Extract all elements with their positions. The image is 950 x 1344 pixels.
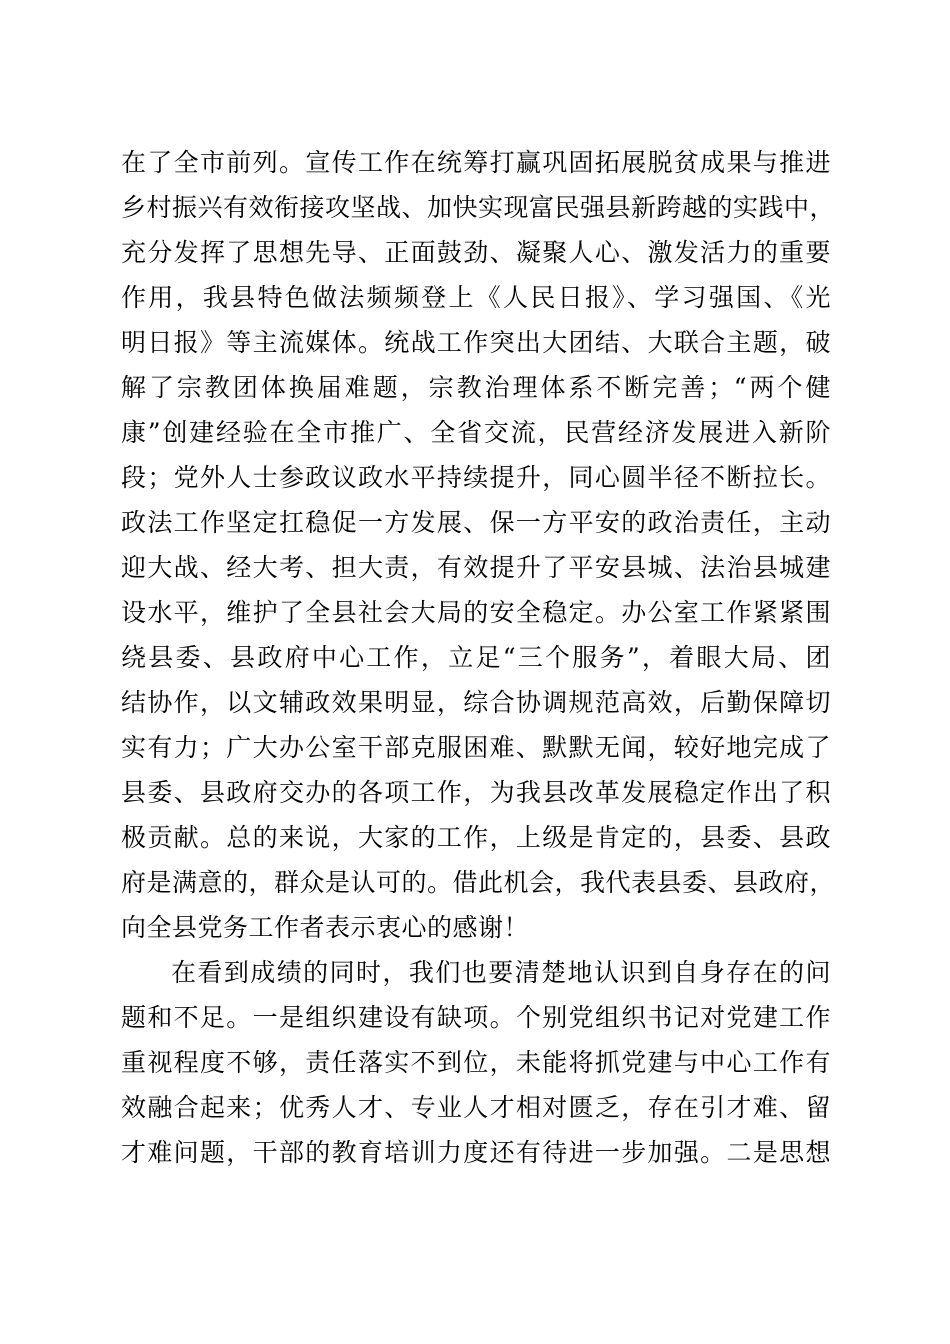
paragraph-problems <box>121 950 831 1175</box>
text-line: 题和不足。一是组织建设有缺项。个别党组织书记对党建工作 <box>121 1003 831 1032</box>
text-line: 乡村振兴有效衔接攻坚战、加快实现富民强县新跨越的实践中， <box>121 193 836 222</box>
text-line: 段；党外人士参政议政水平持续提升，同心圆半径不断拉长。 <box>121 463 831 492</box>
text-line: 府是满意的，群众是认可的。借此机会，我代表县委、县政府， <box>121 868 836 897</box>
text-line: 明日报》等主流媒体。统战工作突出大团结、大联合主题，破 <box>121 328 831 357</box>
text-line: 实有力；广大办公室干部克服困难、默默无闻，较好地完成了 <box>121 733 831 762</box>
text-line: 绕县委、县政府中心工作，立足“三个服务”，着眼大局、团 <box>121 643 831 672</box>
text-line: 极贡献。总的来说，大家的工作，上级是肯定的，县委、县政 <box>121 823 831 852</box>
text-line: 在了全市前列。宣传工作在统筹打赢巩固拓展脱贫成果与推进 <box>121 148 831 177</box>
text-line: 康”创建经验在全市推广、全省交流，民营经济发展进入新阶 <box>121 418 831 447</box>
text-line: 政法工作坚定扛稳促一方发展、保一方平安的政治责任，主动 <box>121 508 831 537</box>
text-line: 迎大战、经大考、担大责，有效提升了平安县城、法治县城建 <box>121 553 831 582</box>
text-line: 结协作，以文辅政效果明显，综合协调规范高效，后勤保障切 <box>121 688 831 717</box>
text-line: 设水平，维护了全县社会大局的安全稳定。办公室工作紧紧围 <box>121 598 831 627</box>
text-line: 解了宗教团体换届难题，宗教治理体系不断完善；“两个健 <box>121 373 831 402</box>
text-line: 向全县党务工作者表示衷心的感谢！ <box>121 913 530 942</box>
text-line: 县委、县政府交办的各项工作，为我县改革发展稳定作出了积 <box>121 778 831 807</box>
text-line: 在看到成绩的同时，我们也要清楚地认识到自身存在的问 <box>171 958 831 987</box>
text-line: 才难问题，干部的教育培训力度还有待进一步加强。二是思想 <box>121 1138 831 1167</box>
paragraph-achievements <box>121 140 836 950</box>
text-line: 重视程度不够，责任落实不到位，未能将抓党建与中心工作有 <box>121 1048 831 1077</box>
text-line: 作用，我县特色做法频频登上《人民日报》、学习强国、《光 <box>121 283 831 312</box>
text-line: 效融合起来；优秀人才、专业人才相对匮乏，存在引才难、留 <box>121 1093 831 1122</box>
text-line: 充分发挥了思想先导、正面鼓劲、凝聚人心、激发活力的重要 <box>121 238 831 267</box>
body-text <box>121 140 836 1175</box>
